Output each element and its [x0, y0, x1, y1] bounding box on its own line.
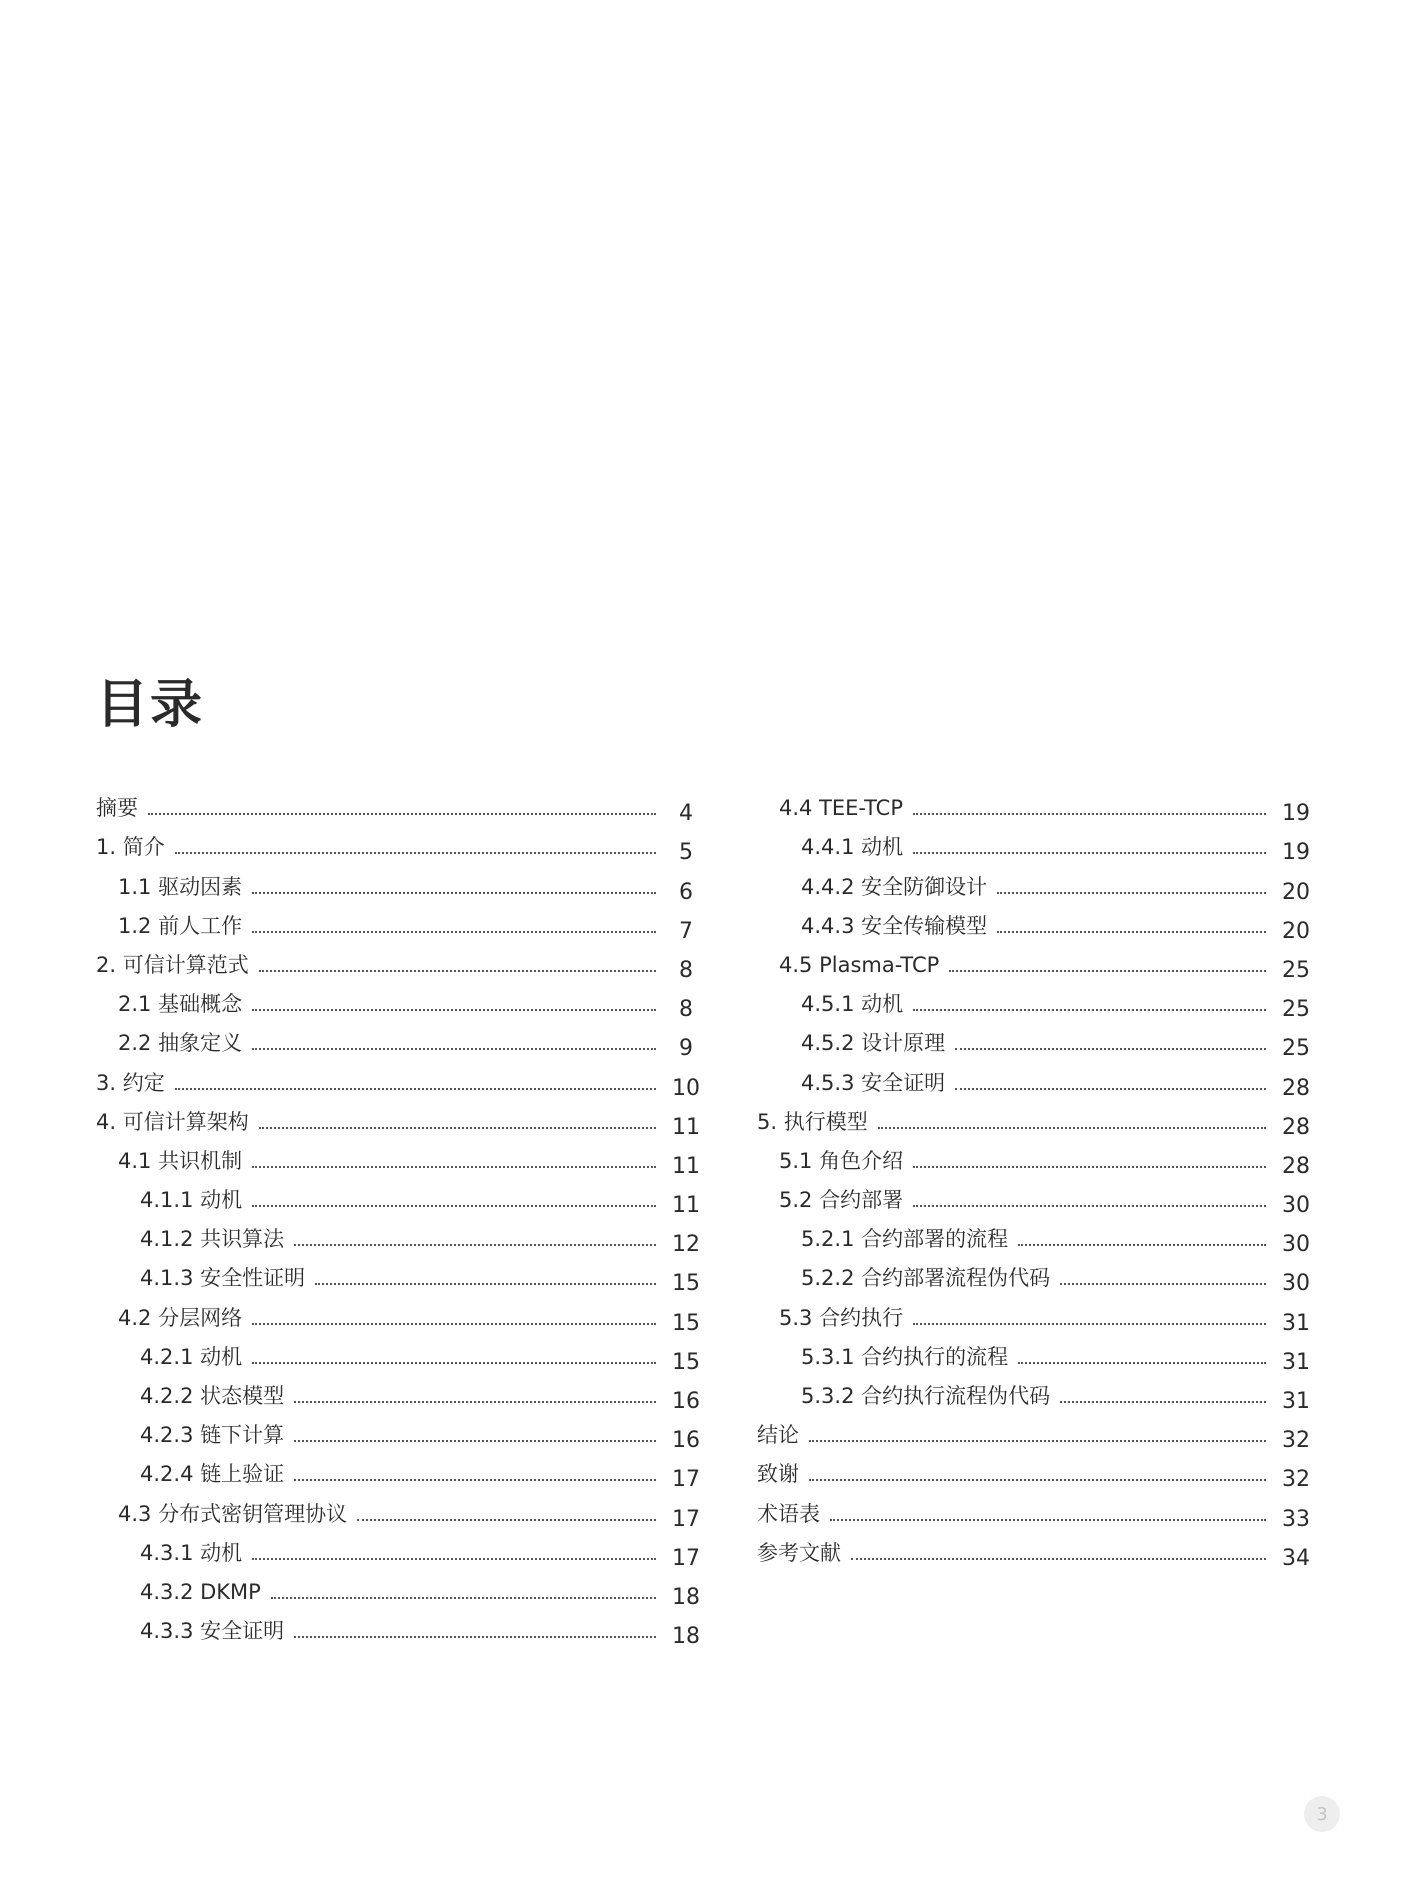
toc-entry[interactable]	[96, 1217, 706, 1256]
dot-leader	[809, 1479, 1266, 1481]
toc-entry[interactable]	[96, 1609, 706, 1648]
dot-leader	[1060, 1401, 1266, 1403]
toc-entry-label: 4.2 分层网络	[118, 1305, 243, 1330]
toc-entry[interactable]	[757, 1413, 1316, 1452]
toc-entry[interactable]	[96, 1570, 706, 1609]
toc-entry[interactable]	[757, 1295, 1316, 1334]
toc-entry-page: 25	[1282, 957, 1310, 983]
toc-entry-page: 28	[1282, 1075, 1310, 1101]
toc-entry[interactable]	[757, 1060, 1316, 1099]
toc-entry-page: 16	[672, 1389, 700, 1414]
toc-entry-label: 4.5.1 动机	[801, 992, 904, 1017]
toc-entry-label: 4.1.1 动机	[140, 1188, 243, 1213]
toc-entry-label: 参考文献	[757, 1540, 841, 1565]
toc-entry-page: 34	[1282, 1545, 1310, 1571]
toc-entry[interactable]	[757, 1491, 1316, 1530]
dot-leader	[252, 1205, 656, 1207]
toc-entry-label: 4.1.3 安全性证明	[140, 1266, 306, 1291]
toc-entry[interactable]	[96, 943, 706, 982]
toc-entry-label: 1. 简介	[96, 835, 165, 860]
toc-entry-page: 12	[672, 1232, 700, 1258]
dot-leader	[851, 1558, 1266, 1560]
toc-entry[interactable]	[96, 982, 706, 1021]
toc-entry-page: 9	[679, 1036, 693, 1062]
dot-leader	[830, 1519, 1266, 1521]
toc-entry-label: 4.5 Plasma-TCP	[779, 952, 940, 977]
dot-leader	[357, 1519, 656, 1521]
toc-entry-label: 5.3.1 合约执行的流程	[801, 1344, 1009, 1369]
dot-leader	[913, 852, 1266, 854]
toc-entry-label: 5.2.1 合约部署的流程	[801, 1227, 1009, 1252]
toc-entry-page: 30	[1282, 1271, 1310, 1297]
dot-leader	[175, 1088, 656, 1090]
toc-entry-page: 8	[679, 957, 693, 983]
toc-entry[interactable]	[757, 943, 1316, 982]
toc-entry[interactable]	[757, 1021, 1316, 1060]
dot-leader	[1018, 1244, 1266, 1246]
toc-entry[interactable]	[757, 1335, 1316, 1374]
toc-entry[interactable]	[757, 1374, 1316, 1413]
toc-entry[interactable]	[757, 1139, 1316, 1178]
toc-entry-page: 20	[1282, 879, 1310, 905]
toc-entry-label: 结论	[757, 1423, 799, 1448]
toc-entry-page: 20	[1282, 918, 1310, 944]
toc-entry-page: 17	[672, 1506, 700, 1532]
toc-entry-page: 11	[672, 1114, 700, 1140]
toc-entry-label: 致谢	[757, 1462, 799, 1487]
toc-entry-label: 5. 执行模型	[757, 1109, 868, 1134]
dot-leader	[878, 1127, 1266, 1129]
toc-entry-label: 4.1 共识机制	[118, 1148, 243, 1173]
toc-entry[interactable]	[96, 1178, 706, 1217]
toc-entry-label: 4.2.2 状态模型	[140, 1384, 285, 1408]
dot-leader	[1060, 1283, 1266, 1285]
toc-entry-label: 5.2 合约部署	[779, 1188, 904, 1213]
toc-entry[interactable]	[96, 1139, 706, 1178]
dot-leader	[997, 931, 1266, 933]
toc-entry[interactable]	[96, 1491, 706, 1530]
toc-entry[interactable]	[96, 1531, 706, 1570]
toc-entry[interactable]	[757, 1178, 1316, 1217]
toc-entry-label: 5.2.2 合约部署流程伪代码	[801, 1266, 1051, 1291]
dot-leader	[259, 970, 656, 972]
toc-entry-page: 11	[672, 1153, 700, 1179]
dot-leader	[1018, 1362, 1266, 1364]
toc-entry-page: 8	[679, 997, 693, 1023]
dot-leader	[913, 1205, 1266, 1207]
toc-entry-label: 2. 可信计算范式	[96, 952, 249, 977]
toc-entry-page: 32	[1282, 1428, 1310, 1454]
toc-entry-page: 15	[672, 1349, 700, 1375]
dot-leader	[252, 1323, 656, 1325]
toc-entry[interactable]	[757, 864, 1316, 903]
toc-entry-label: 4.1.2 共识算法	[140, 1227, 285, 1252]
toc-entry-label: 4.4.3 安全传输模型	[801, 913, 988, 938]
toc-entry-label: 4.3.1 动机	[140, 1540, 243, 1565]
toc-entry-label: 4.4 TEE-TCP	[779, 796, 904, 821]
toc-entry-page: 19	[1282, 840, 1310, 866]
toc-entry-page: 7	[679, 918, 693, 944]
toc-entry-page: 5	[679, 840, 693, 866]
toc-entry-page: 10	[672, 1075, 700, 1101]
toc-entry-label: 3. 约定	[96, 1070, 165, 1095]
toc-entry[interactable]	[96, 1452, 706, 1491]
toc-entry-page: 18	[672, 1584, 700, 1610]
toc-entry[interactable]	[96, 1295, 706, 1334]
page-number-badge: 3	[1304, 1796, 1340, 1832]
dot-leader	[252, 1362, 656, 1364]
dot-leader	[997, 892, 1266, 894]
toc-entry-label: 5.3.2 合约执行流程伪代码	[801, 1384, 1051, 1408]
dot-leader	[252, 1558, 656, 1560]
toc-entry-page: 17	[672, 1545, 700, 1571]
toc-entry[interactable]	[96, 786, 706, 825]
toc-entry-label: 5.1 角色介绍	[779, 1148, 904, 1173]
dot-leader	[315, 1283, 656, 1285]
toc-entry-page: 25	[1282, 997, 1310, 1023]
dot-leader	[294, 1401, 656, 1403]
toc-entry-page: 6	[679, 879, 693, 905]
dot-leader	[271, 1597, 656, 1599]
dot-leader	[252, 1048, 656, 1050]
toc-entry[interactable]	[757, 982, 1316, 1021]
toc-entry-page: 31	[1282, 1310, 1310, 1336]
dot-leader	[949, 970, 1266, 972]
toc-entry-page: 11	[672, 1193, 700, 1219]
toc-entry-page: 28	[1282, 1114, 1310, 1140]
toc-right-column	[757, 786, 1316, 1570]
toc-entry-page: 16	[672, 1428, 700, 1454]
dot-leader	[148, 813, 656, 815]
toc-entry-page: 31	[1282, 1349, 1310, 1375]
toc-entry[interactable]	[96, 1413, 706, 1452]
toc-entry-page: 15	[672, 1310, 700, 1336]
toc-entry[interactable]	[96, 1256, 706, 1295]
toc-entry[interactable]	[757, 1217, 1316, 1256]
toc-entry[interactable]	[96, 1060, 706, 1099]
toc-entry-label: 2.1 基础概念	[118, 992, 243, 1017]
dot-leader	[809, 1440, 1266, 1442]
toc-entry[interactable]	[757, 904, 1316, 943]
dot-leader	[294, 1479, 656, 1481]
toc-entry-page: 4	[679, 801, 693, 827]
toc-entry[interactable]	[96, 864, 706, 903]
dot-leader	[252, 931, 656, 933]
dot-leader	[294, 1636, 656, 1638]
toc-entry-label: 摘要	[96, 796, 138, 821]
toc-entry-label: 4. 可信计算架构	[96, 1109, 249, 1134]
dot-leader	[294, 1244, 656, 1246]
toc-entry-page: 32	[1282, 1467, 1310, 1493]
toc-entry-page: 30	[1282, 1193, 1310, 1219]
toc-entry-label: 4.4.1 动机	[801, 835, 904, 860]
toc-entry-page: 17	[672, 1467, 700, 1493]
toc-entry[interactable]	[757, 825, 1316, 864]
toc-entry[interactable]	[757, 786, 1316, 825]
toc-entry-page: 31	[1282, 1389, 1310, 1414]
toc-entry[interactable]	[757, 1452, 1316, 1491]
toc-entry-label: 2.2 抽象定义	[118, 1031, 243, 1056]
toc-entry[interactable]	[96, 1100, 706, 1139]
toc-entry[interactable]	[96, 825, 706, 864]
toc-entry[interactable]	[96, 1374, 706, 1413]
dot-leader	[913, 1323, 1266, 1325]
toc-entry-label: 4.5.2 设计原理	[801, 1031, 946, 1056]
dot-leader	[252, 1009, 656, 1011]
dot-leader	[252, 1166, 656, 1168]
toc-entry-page: 15	[672, 1271, 700, 1297]
toc-entry-page: 25	[1282, 1036, 1310, 1062]
toc-entry[interactable]	[757, 1256, 1316, 1295]
toc-entry-label: 4.2.3 链下计算	[140, 1423, 285, 1448]
toc-entry-label: 5.3 合约执行	[779, 1305, 904, 1330]
toc-left-column	[96, 786, 706, 1648]
toc-entry-label: 1.1 驱动因素	[118, 874, 243, 899]
toc-entry-label: 4.2.1 动机	[140, 1344, 243, 1369]
toc-entry[interactable]	[96, 1021, 706, 1060]
dot-leader	[294, 1440, 656, 1442]
toc-entry[interactable]	[96, 904, 706, 943]
toc-entry-page: 18	[672, 1624, 700, 1650]
toc-entry-label: 4.3.3 安全证明	[140, 1619, 285, 1644]
dot-leader	[955, 1088, 1266, 1090]
dot-leader	[913, 1166, 1266, 1168]
toc-entry-page: 33	[1282, 1506, 1310, 1532]
toc-entry[interactable]	[757, 1531, 1316, 1570]
toc-entry-label: 4.2.4 链上验证	[140, 1462, 285, 1487]
toc-entry-page: 30	[1282, 1232, 1310, 1258]
toc-entry-label: 术语表	[757, 1501, 820, 1526]
toc-entry-label: 4.3 分布式密钥管理协议	[118, 1501, 348, 1526]
dot-leader	[252, 892, 656, 894]
toc-entry[interactable]	[96, 1335, 706, 1374]
dot-leader	[175, 852, 656, 854]
toc-entry-page: 28	[1282, 1153, 1310, 1179]
dot-leader	[913, 1009, 1266, 1011]
toc-entry-label: 4.3.2 DKMP	[140, 1579, 261, 1604]
toc-entry-page: 19	[1282, 801, 1310, 827]
dot-leader	[955, 1048, 1266, 1050]
dot-leader	[259, 1127, 656, 1129]
dot-leader	[913, 813, 1266, 815]
toc-entry-label: 4.5.3 安全证明	[801, 1070, 946, 1095]
page-title: 目录	[96, 675, 205, 735]
toc-entry[interactable]	[757, 1100, 1316, 1139]
toc-entry-label: 4.4.2 安全防御设计	[801, 874, 988, 899]
toc-entry-label: 1.2 前人工作	[118, 913, 243, 938]
